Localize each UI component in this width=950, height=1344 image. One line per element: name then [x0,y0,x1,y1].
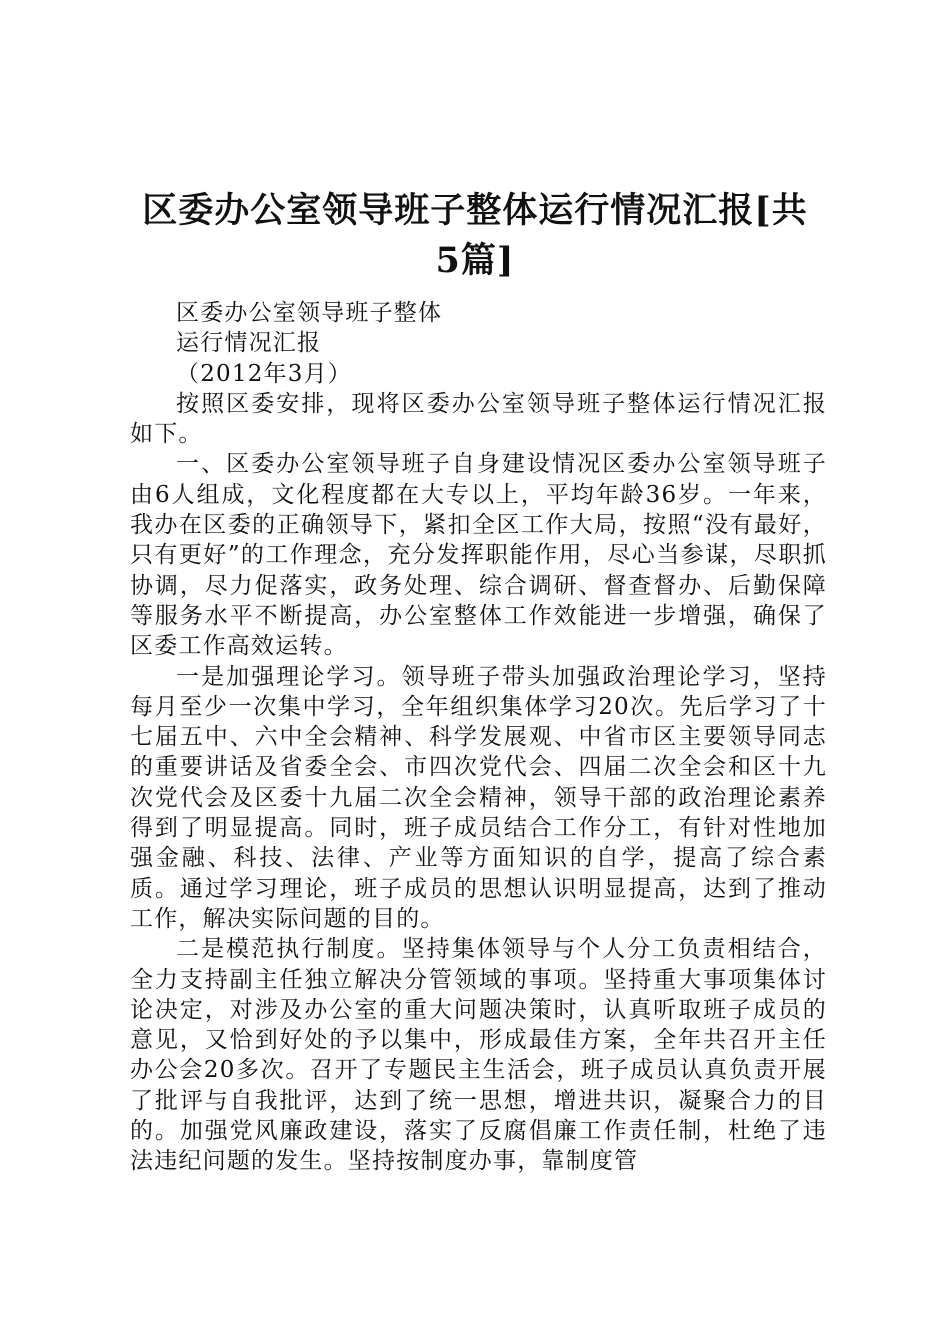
system-execution-paragraph: 二是模范执行制度。坚持集体领导与个人分工负责相结合，全力支持副主任独立解决分管领域的事项。坚持重大事项集体讨论决定，对涉及办公室的重大问题决策时，认真听取班子成员的意见，又恰到好处的予以集中，形成最佳方案，全年共召开主任办公会20多次。召开了专题民主生活会，班子成员认真负责开展了批评与自我批评，达到了统一思想，增进共识，凝聚合力的目的。加强党风廉政建设，落实了反腐倡廉工作责任制，杜绝了违法违纪问题的发生。坚持按制度办事，靠制度管 [130,936,827,1175]
document-title: 区委办公室领导班子整体运行情况汇报[共5篇] [142,190,808,281]
intro-paragraph: 按照区委安排，现将区委办公室领导班子整体运行情况汇报如下。 [130,390,827,448]
report-date: （2012年3月） [176,360,352,387]
subtitle-line-1: 区委办公室领导班子整体 [176,300,443,326]
section-one-paragraph: 一、区委办公室领导班子自身建设情况区委办公室领导班子由6人组成，文化程度都在大专以上，平均年龄36岁。一年来，我办在区委的正确领导下，紧扣全区工作大局，按照“没有最好，只有更好”的工作理念，充分发挥职能作用，尽心当参谋，尽职抓协调，尽力促落实，政务处理、综合调研、督查督办、后勤保障等服务水平不断提高，办公室整体工作效能进一步增强，确保了区委工作高效运转。 [130,451,827,660]
theory-study-paragraph: 一是加强理论学习。领导班子带头加强政治理论学习，坚持每月至少一次集中学习，全年组织集体学习20次。先后学习了十七届五中、六中全会精神、科学发展观、中省市区主要领导同志的重要讲话及省委全会、市四次党代会、四届二次全会和区十九次党代会及区委十九届二次全会精神，领导干部的政治理论素养得到了明显提高。同时，班子成员结合工作分工，有针对性地加强金融、科技、法律、产业等方面知识的自学，提高了综合素质。通过学习理论，班子成员的思想认识明显提高，达到了推动工作，解决实际问题的目的。 [130,663,827,932]
subtitle-line-2: 运行情况汇报 [176,330,322,357]
document-body [130,298,827,1177]
